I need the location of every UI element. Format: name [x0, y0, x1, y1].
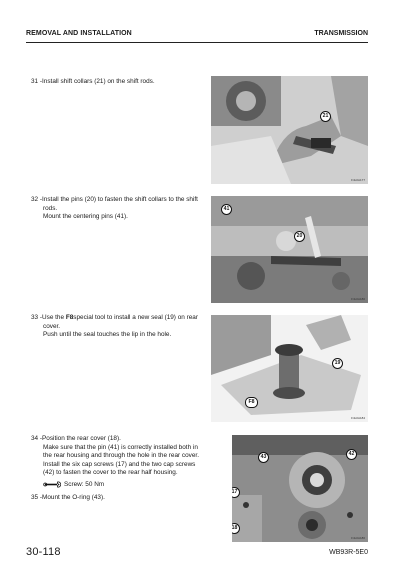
step-text-line: rods. — [43, 204, 58, 212]
step-text-line: cover. — [43, 322, 61, 330]
figure-code: F4L0A184 — [351, 416, 365, 420]
torque-value: Screw: 50 Nm — [64, 481, 105, 489]
step-text-line: Mount the centering pins (41). — [43, 213, 128, 221]
step-text-line: the rear housing and through the hole in the rear cover. — [43, 452, 199, 460]
step-text-line: Make sure that the pin (41) is correctly installed both in — [43, 443, 198, 451]
step-31 — [31, 78, 207, 87]
callout-label: 42 — [346, 449, 357, 460]
step-text-line: 34 -Position the rear cover (18). — [31, 435, 121, 442]
header-rule — [26, 42, 368, 43]
photo-seal-install — [211, 315, 368, 422]
step-33 — [31, 314, 207, 340]
page-number: 30-118 — [26, 546, 61, 558]
callout-label: 18 — [232, 523, 240, 534]
step-32 — [31, 196, 207, 222]
torque-spec — [31, 481, 207, 490]
section-title: REMOVAL AND INSTALLATION — [26, 30, 132, 37]
callout-label: 43 — [258, 452, 269, 463]
step-text-suffix: special tool to install a new seal (19) on rear — [73, 314, 198, 321]
page-header — [26, 30, 368, 42]
photo-rear-cover — [232, 435, 368, 542]
step-34 — [31, 435, 207, 502]
figure-code: F4L0A180 — [351, 297, 365, 301]
transmission-photo — [211, 196, 368, 303]
step-text-line: 31 -Install shift collars (21) on the shift rods. — [31, 78, 155, 85]
callout-label: 20 — [294, 231, 305, 242]
step-text-line: Push until the seal touches the lip in the hole. — [43, 331, 172, 339]
tool-code: F8 — [65, 314, 74, 321]
figure-code: F4L0A186 — [351, 536, 365, 540]
transmission-photo — [211, 315, 368, 422]
callout-label: 17 — [232, 487, 240, 498]
callout-label: 21 — [320, 111, 331, 122]
step-text-line: Install the six cap screws (17) and the two cap screws — [43, 460, 196, 468]
photo-shift-collars — [211, 76, 368, 184]
callout-label: F8 — [245, 397, 258, 408]
callout-label: 19 — [332, 358, 343, 369]
model-code: WB93R-5E0 — [329, 549, 368, 556]
transmission-photo — [211, 76, 368, 184]
step-text-line: (42) to fasten the cover to the rear half housing. — [43, 469, 178, 477]
chapter-title: TRANSMISSION — [314, 30, 368, 37]
step-35-text: 35 -Mount the O-ring (43). — [31, 493, 105, 501]
wrench-icon — [43, 481, 61, 488]
step-text-prefix: 33 -Use the — [31, 314, 66, 321]
callout-label: 41 — [221, 204, 232, 215]
figure-code: F4L0A177 — [351, 178, 365, 182]
step-text-line: 32 -Install the pins (20) to fasten the shift collars to the shift — [31, 196, 198, 203]
step-text-line — [31, 314, 207, 323]
photo-pins — [211, 196, 368, 303]
